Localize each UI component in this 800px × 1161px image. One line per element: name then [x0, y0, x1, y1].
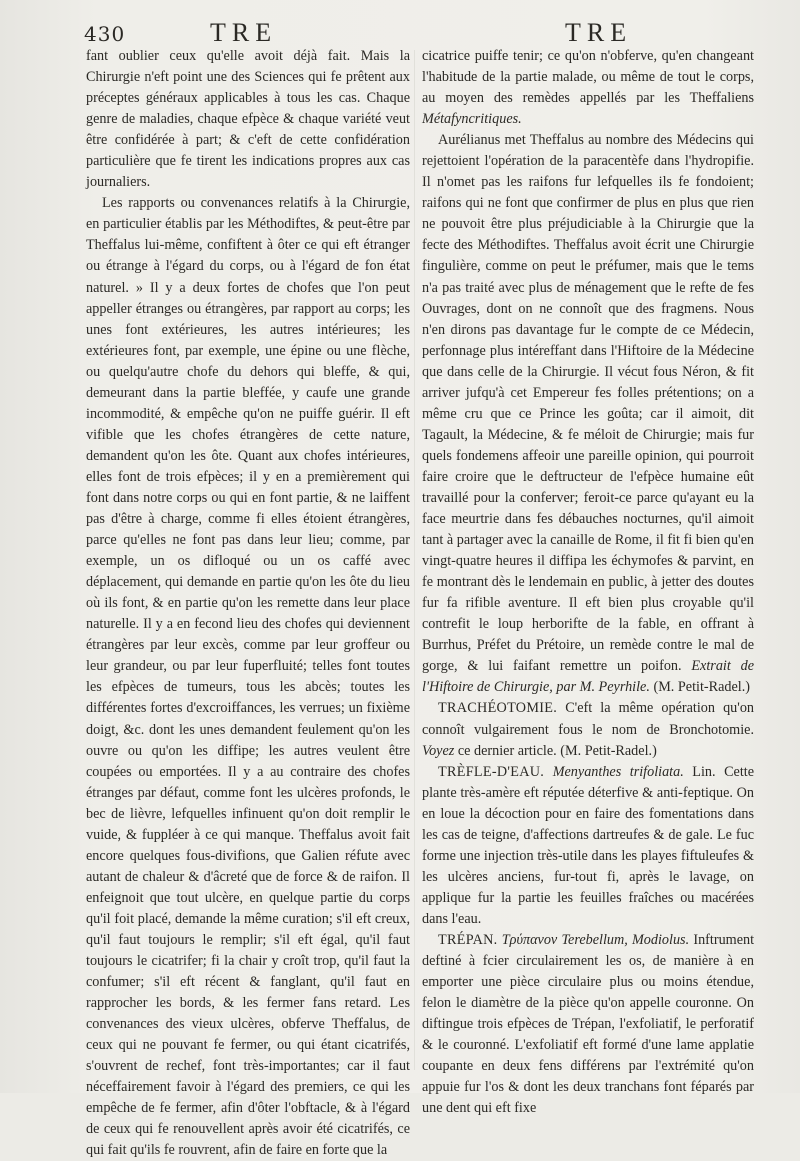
citation: Extrait de l'Hiftoire de Chirurgie, par M. Peyrhile.: [422, 658, 755, 696]
paragraph: [422, 46, 754, 130]
page-header: [0, 0, 800, 48]
entry-text: Lin. Cette plante très-amère eft réputée déterfive & anti-feptique. On en loue la décoction pour en faire des fomentations dans les cas de teigne, d'affections dartreufes & de gale. Le fuc forme une injection très-utile dans les playes fiftuleufes & les ulcères anciens, fur-tout fi, après le lavage, on applique fur la partie les feuilles fraîches ou macérées dans l'eau.: [422, 763, 755, 927]
italic-term: Métafyncritiques.: [422, 111, 522, 128]
entry-headword: TRACHÉOTOMIE.: [438, 700, 558, 717]
entry-headword: TRÉPAN.: [438, 931, 498, 948]
entry-trefle-deau: [422, 762, 754, 930]
paragraph: fant oublier ceux qu'elle avoit déjà fait. Mais la Chirurgie n'eft point une des Sciences qui fe prêtent aux préceptes généraux applicables à tous les cas. Chaque genre de maladies, chaque efpèce & chaque variété veut être confidérée à part; & c'eft de cette confidération particulière que fe tirent les indications propres aux cas journaliers.: [86, 48, 410, 191]
running-head-right: TRE: [565, 18, 633, 47]
entry-tracheotomie: [422, 698, 754, 761]
botanical-name: Menyanthes trifoliata.: [552, 763, 684, 780]
entry-text: ce dernier article. (M. Petit-Radel.): [457, 742, 657, 759]
entry-text: C'eft la même opération qu'on connoît vulgairement fous le nom de Bronchotomie.: [422, 700, 755, 738]
entry-text: Inftrument deftiné à fcier circulairement les os, de manière à en emporter une pièce circulaire plus ou moins étendue, felon le diamètre de la pièce qu'on appelle couronne. On diftingue trois efpèces de Trépan, l'exfoliatif, le perforatif & le couronné. L'exfoliatif eft formé d'une lame applatie coupante en deux fens différens par l'extrémité qu'on appuie fur l'os & dont les deux tranchans font féparés par une dent qui eft fixe: [422, 931, 755, 1117]
greek-term: Τρύπανον: [501, 931, 558, 948]
running-head-left: TRE: [210, 18, 278, 47]
author-credit: (M. Petit-Radel.): [653, 679, 751, 696]
paragraph-text: cicatrice puiffe tenir; ce qu'on n'obferve, qu'en changeant l'habitude de la partie malade, ou même de tout le corps, au moyen des remèdes appellés par les Theffaliens: [422, 48, 754, 107]
paragraph-text: Aurélianus met Theffalus au nombre des Médecins qui rejettoient l'opération de la paracentèfe dans l'hydropifie. Il n'omet pas les raifons fur lefquelles ils fe fondoient; raifons qui ne font que confirmer de plus en plus que rien ne pouvoit être plus préjudiciable à la Chirurgie que la fecte des Méthodiftes. Theffalus avoit écrit une Chirurgie fingulière, comme on peut le préfumer, mais que le tems n'a pas traité avec plus de ménagement que le refte de fes Ouvrages, dont on ne connoît que des fragmens. Nous n'en dirons pas davantage fur le compte de ce Médecin, perfonnage plus intéreffant dans l'Hiftoire de la Médecine que dans celle de la Chirurgie. Il vécut fous Néron, & fit arriver jufqu'à cet Empereur fes folles prétentions; on a même cru que ce Prince les goûta; car il aimoit, dit Tagault, la Médecine, & fe méloit de Chirurgie; mais fur quels fondemens affeoir une pareille opinion, qui pourroit faire croire que le deftructeur de l'efpèce humaine eût travaillé pour la conferver; feroit-ce parce qu'ayant eu la face meurtrie dans fes débauches nocturnes, qu'il aimoit tant à partager avec la canaille de Rome, il fit fi bien qu'en vingt-quatre heures il diffipa les échymofes & parvint, en fe montrant dès le lendemain en public, à jetter des doutes fur fa rifible aventure. Il eft bien plus croyable qu'il contrefit le loup herborifte de la fable, en offrant à Burrhus, Préfet du Prétoire, un remède contre le mal de gorge, & lui faifant remettre un poifon.: [422, 132, 754, 675]
entry-headword: TRÈFLE-D'EAU.: [438, 763, 545, 780]
cross-reference: Voyez: [422, 742, 455, 759]
paragraph: Les rapports ou convenances relatifs à la Chirurgie, en particulier établis par les Méthodiftes, & peut-être par Theffalus lui-même, confiftent à ôter ce qui eft étranger ou étrange à l'égard du corps, ou à l'égard de fon état naturel. » Il y a deux fortes de chofes que l'on peut appeller étranges ou étrangères, par rapport au corps; les unes font extérieures, les autres intérieures; les extérieures font, par exemple, une épine ou une flèche, ou quelqu'autre chofe du dehors qui bleffe, & qui, demeurant dans la partie bleffée, y caufe une grande incommodité, & empêche qu'on ne puiffe guérir. Il eft vifible que les chofes étrangères de cette nature, demandent qu'on les ôte. Quant aux chofes intérieures, elles font de trois efpèces; il y en a premièrement qui font dans notre corps ou qui en font partie, & ne laiffent pas d'être à charge, comme fi elles étoient étrangères, parce qu'elles ne font pas dans leur lieu; comme, par exemple, un os difloqué ou un os caffé avec déplacement, qui demande en partie qu'on les ôte du lieu où ils font, & en partie qu'on les remette dans leur place naturelle. Il y a en fecond lieu des chofes qui deviennent étrangères par leur excès, comme par leur groffeur ou leur grandeur, ou par leur fuperfluité; telles font toutes les efpèces de tumeurs, tous les abcès; toutes les différentes fortes d'excroiffances, les verrues; un fixième doigt, &c. dont les unes demandent feulement qu'on les ouvre ou qu'on les diffipe; les autres veulent être coupées ou emportées. Il y a au contraire des chofes étranges par défaut, comme font les ulcères profonds, le bec de lièvre, lefquelles infinuent qu'on doit remplir le vuide, & fuppléer à ce qui manque. Theffalus avoit fait encore quelques fous-divifions, que Galien réfute avec autant de chaleur & d'âcreté que de force & de raifon. Il enfeignoit que tout ulcère, en quelque partie du corps qu'il foit placé, demande la même curation; s'il eft creux, qu'il faut toujours le remplir; s'il eft égal, qu'il faut toujours le cicatrifer; fi la chair y croît trop, qu'il faut la confumer; s'il eft récent & fanglant, qu'il faut en rapprocher les bords, & les fermer fans retard. Les convenances des vieux ulcères, obferve Theffalus, de ceux qui ne pouvant fe fermer, ou qui étant cicatrifés, s'ouvrent de rechef, font très-importantes; car il faut néceffairement favoir à l'égard des premiers, ce qui les empêche de fe fermer, afin d'ôter l'obftacle, & à l'égard de ceux qui fe renouvellent après avoir été cicatrifés, ce qui fait qu'ils fe rouvrent, afin de faire en forte que la: [86, 195, 410, 1159]
column-gutter: [414, 50, 415, 1070]
paragraph: [422, 130, 754, 698]
left-column: [86, 46, 410, 1161]
latin-term: Terebellum, Modiolus.: [561, 931, 690, 948]
entry-trepan: [422, 930, 754, 1119]
page-number: 430: [84, 22, 126, 46]
right-column: [422, 46, 754, 1119]
